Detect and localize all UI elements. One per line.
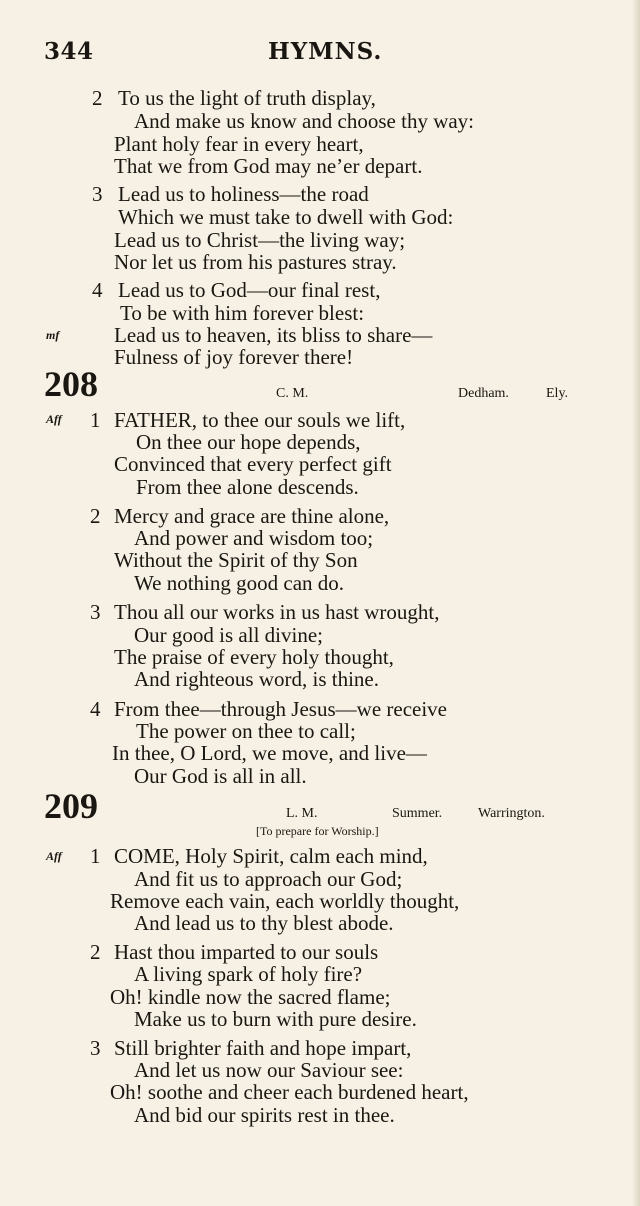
dynamic-marking: mf: [46, 328, 60, 342]
verse-line: Which we must take to dwell with God:: [118, 205, 454, 229]
verse-line: And lead us to thy blest abode.: [134, 911, 394, 935]
verse-line: To us the light of truth display,: [118, 86, 376, 110]
verse-line: Nor let us from his pastures stray.: [114, 250, 397, 274]
verse-line: Fulness of joy forever there!: [114, 345, 354, 369]
verse-line: And bid our spirits rest in thee.: [134, 1103, 395, 1127]
verse-line: In thee, O Lord, we move, and live—: [112, 741, 427, 765]
verse-line: That we from God may ne’er depart.: [114, 154, 423, 178]
verse-line: To be with him forever blest:: [120, 301, 365, 325]
verse-line: And fit us to approach our God;: [134, 867, 403, 891]
tune-name: Summer.: [392, 806, 443, 821]
verse-line: FATHER, to thee our souls we lift,: [114, 408, 406, 432]
verse-line: Lead us to heaven, its bliss to share—: [114, 323, 433, 347]
hymn-number: 209: [44, 786, 98, 826]
verse-number: 1: [90, 844, 101, 868]
verse-number: 4: [92, 278, 103, 302]
verse-line: And let us now our Saviour see:: [134, 1058, 404, 1082]
verse-number: 2: [90, 940, 101, 964]
page-edge-shadow: [632, 0, 640, 1206]
hymn-meter: C. M.: [276, 386, 309, 401]
tune-name: Dedham.: [458, 386, 509, 401]
verse-line: We nothing good can do.: [134, 571, 345, 595]
verse-number: 1: [90, 408, 101, 432]
verse-number: 3: [90, 1036, 101, 1060]
verse-number: 3: [90, 600, 101, 624]
hymn-meter: L. M.: [286, 806, 318, 821]
verse-line: Without the Spirit of thy Son: [114, 548, 358, 572]
verse-line: And power and wisdom too;: [134, 526, 374, 550]
verse-number: 2: [90, 504, 101, 528]
verse-line: From thee alone descends.: [136, 475, 359, 499]
verse-line: Oh! soothe and cheer each burdened heart,: [110, 1080, 469, 1104]
verse-line: The power on thee to call;: [136, 719, 356, 743]
verse-line: And make us know and choose thy way:: [134, 109, 475, 133]
hymn-number: 208: [44, 364, 98, 404]
verse-line: Convinced that every perfect gift: [114, 452, 392, 476]
verse-line: Still brighter faith and hope impart,: [114, 1036, 412, 1060]
verse-line: Plant holy fear in every heart,: [114, 132, 364, 156]
verse-line: From thee—through Jesus—we receive: [114, 697, 447, 721]
verse-line: Lead us to God—our final rest,: [118, 278, 381, 302]
dynamic-marking: Aff: [46, 412, 62, 426]
verse-line: Make us to burn with pure desire.: [134, 1007, 417, 1031]
verse-line: COME, Holy Spirit, calm each mind,: [114, 844, 428, 868]
verse-line: And righteous word, is thine.: [134, 667, 379, 691]
verse-line: Oh! kindle now the sacred flame;: [110, 985, 391, 1009]
hymn-subject-note: [To prepare for Worship.]: [256, 824, 379, 838]
verse-line: Hast thou imparted to our souls: [114, 940, 379, 964]
verse-line: Mercy and grace are thine alone,: [114, 504, 390, 528]
page-number: 344: [44, 38, 94, 65]
verse-number: 4: [90, 697, 101, 721]
verse-line: Thou all our works in us hast wrought,: [114, 600, 440, 624]
verse-line: A living spark of holy fire?: [134, 962, 363, 986]
page-title: HYMNS.: [268, 38, 383, 65]
verse-line: Lead us to holiness—the road: [118, 182, 369, 206]
verse-line: On thee our hope depends,: [136, 430, 361, 454]
verse-line: The praise of every holy thought,: [114, 645, 394, 669]
verse-number: 2: [92, 86, 103, 110]
verse-line: Lead us to Christ—the living way;: [114, 228, 406, 252]
verse-line: Our good is all divine;: [134, 623, 323, 647]
tune-name: Warrington.: [478, 806, 545, 821]
tune-name: Ely.: [546, 386, 569, 401]
verse-number: 3: [92, 182, 103, 206]
running-header: [0, 38, 640, 68]
verse-line: Our God is all in all.: [134, 764, 307, 788]
dynamic-marking: Aff: [46, 849, 62, 863]
verse-line: Remove each vain, each worldly thought,: [110, 889, 460, 913]
